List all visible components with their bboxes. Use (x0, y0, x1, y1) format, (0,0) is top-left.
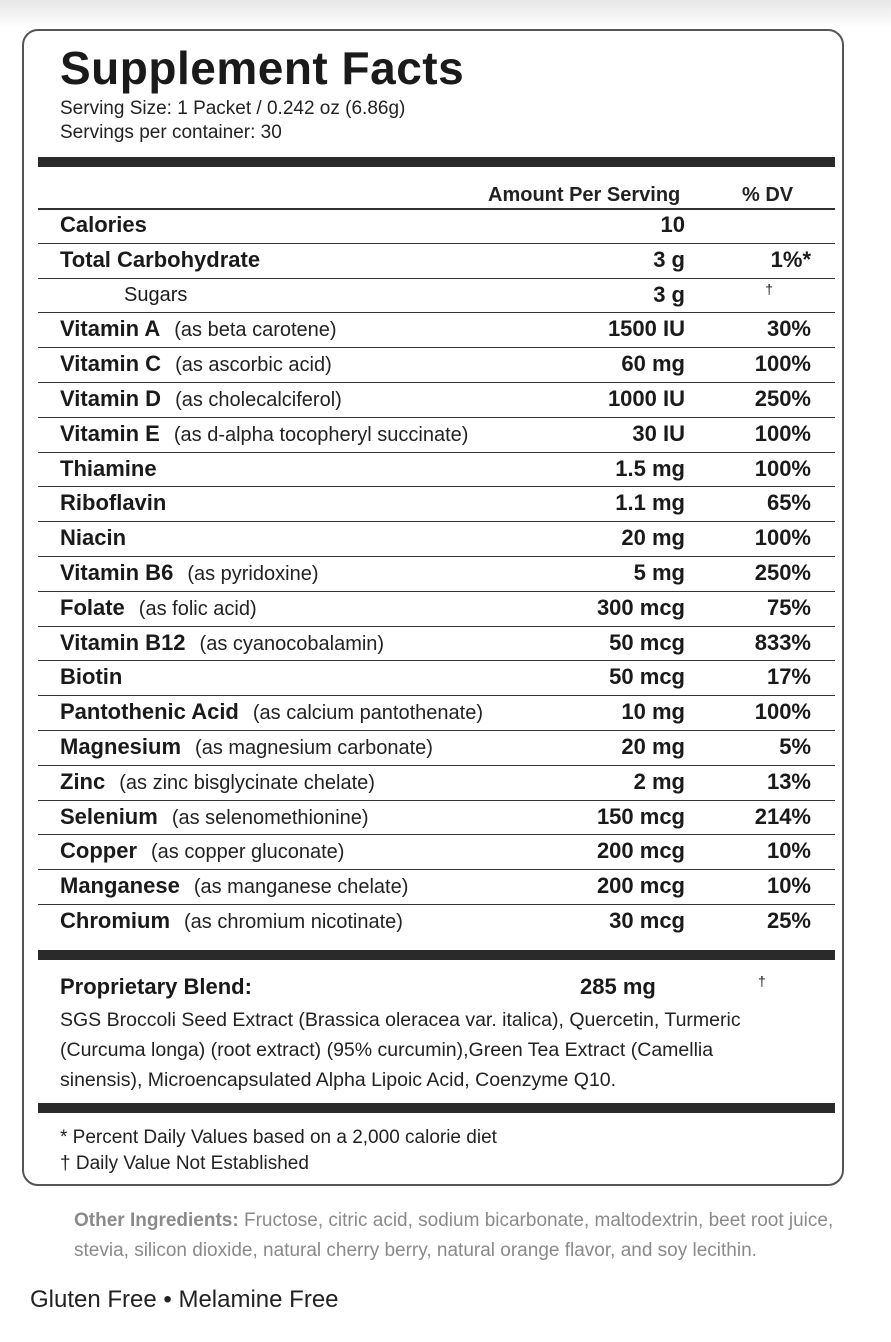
nutrient-name (60, 769, 375, 795)
nutrient-amount: 1000 IU (607, 385, 685, 411)
nutrient-dv: 100% (754, 525, 811, 551)
nutrient-name (60, 734, 433, 760)
nutrient-amount: 20 mg (621, 733, 685, 759)
nutrient-amount: 50 mcg (609, 629, 685, 655)
mid-thick-rule (38, 950, 835, 960)
nutrient-amount: 2 mg (633, 768, 685, 794)
nutrient-name-text: Pantothenic Acid (60, 699, 239, 725)
nutrient-name-text: Niacin (60, 525, 127, 551)
nutrient-source: (as calcium pantothenate) (252, 702, 484, 725)
nutrient-dv: 75% (766, 594, 811, 620)
nutrient-name-text: Vitamin C (60, 351, 162, 377)
nutrient-name-text: Sugars (124, 283, 188, 306)
servings-per-container: Servings per container: 30 (60, 122, 282, 143)
nutrient-row (38, 696, 835, 731)
nutrient-source: (as ascorbic acid) (175, 354, 332, 377)
footnote-not-established: † Daily Value Not Established (60, 1153, 309, 1174)
nutrient-row (38, 661, 835, 696)
nutrient-row (38, 905, 835, 940)
nutrient-dv: 25% (766, 907, 811, 933)
nutrient-amount: 10 (660, 212, 685, 237)
nutrient-amount: 1500 IU (607, 316, 685, 342)
nutrient-row (38, 835, 835, 870)
nutrient-name (60, 873, 408, 899)
nutrient-dv: 17% (766, 664, 811, 690)
nutrient-name-text: Vitamin A (60, 316, 161, 342)
nutrient-name-text: Manganese (60, 873, 180, 899)
nutrient-name-text: Biotin (60, 664, 123, 690)
nutrient-dv: 1%* (770, 246, 811, 272)
blend-dv: † (758, 973, 766, 989)
nutrient-dv: 30% (766, 316, 811, 342)
nutrient-dv: 250% (754, 559, 811, 585)
nutrient-dv: 13% (766, 768, 811, 794)
nutrient-name (60, 630, 384, 656)
nutrient-source: (as pyridoxine) (187, 562, 319, 585)
nutrient-name-text: Magnesium (60, 733, 182, 759)
serving-info (60, 97, 405, 145)
nutrient-source: (as cholecalciferol) (175, 388, 342, 411)
nutrient-source: (as manganese chelate) (193, 876, 409, 899)
nutrient-dv: 833% (754, 629, 811, 655)
nutrient-dv: † (765, 280, 773, 297)
nutrient-row (38, 592, 835, 627)
nutrient-amount: 60 mg (621, 351, 685, 377)
nutrient-amount: 150 mcg (596, 803, 685, 829)
nutrient-row (38, 766, 835, 801)
nutrient-source: (as d-alpha tocopheryl succinate) (173, 423, 469, 446)
nutrient-name (60, 595, 257, 621)
bottom-thick-rule (38, 1103, 835, 1113)
nutrient-name (60, 699, 483, 725)
nutrient-row (38, 279, 835, 314)
nutrient-source: (as folic acid) (138, 597, 257, 620)
nutrient-name-text: Zinc (60, 768, 106, 794)
footnote-daily-values: * Percent Daily Values based on a 2,000 calorie diet (60, 1127, 497, 1148)
nutrient-name-text: Riboflavin (60, 490, 167, 516)
blend-ingredients: SGS Broccoli Seed Extract (Brassica oleracea var. italica), Quercetin, Turmeric (Curcuma longa) (root extract) (95% curcumin),Green Tea Extract (Camellia sinensis), Microencapsulated Alpha Lipoic Acid, Coenzyme Q10. (60, 1009, 741, 1091)
nutrient-row (38, 348, 835, 383)
nutrient-source: (as beta carotene) (174, 319, 337, 342)
nutrient-dv: 5% (779, 733, 811, 759)
nutrient-row (38, 244, 835, 279)
nutrient-dv: 100% (754, 699, 811, 725)
nutrient-row (38, 801, 835, 836)
nutrient-row (38, 522, 835, 557)
nutrient-row (38, 627, 835, 662)
nutrient-source: (as zinc bisglycinate chelate) (119, 771, 375, 794)
nutrient-table (38, 209, 835, 940)
nutrient-name (60, 804, 369, 830)
other-ingredients-text: Fructose, citric acid, sodium bicarbonate, maltodextrin, beet root juice, stevia, silicon dioxide, natural cherry berry, natural orange flavor, and soy lecithin. (74, 1210, 834, 1261)
other-ingredients-label: Other Ingredients: (74, 1210, 239, 1231)
dv-column-header: % DV (742, 184, 794, 206)
nutrient-amount: 10 mg (621, 699, 685, 725)
nutrient-source: (as magnesium carbonate) (195, 736, 433, 759)
nutrient-amount: 1.5 mg (615, 455, 685, 481)
nutrient-amount: 20 mg (621, 525, 685, 551)
nutrient-name (124, 284, 187, 307)
blend-amount: 285 mg (580, 974, 656, 999)
top-thick-rule (38, 157, 835, 167)
nutrient-name (60, 490, 166, 516)
nutrient-name (60, 908, 403, 934)
nutrient-dv: 10% (766, 873, 811, 899)
nutrient-row (38, 731, 835, 766)
nutrient-name (60, 247, 260, 273)
nutrient-name (60, 560, 318, 586)
nutrient-name-text: Thiamine (60, 455, 157, 481)
nutrient-name (60, 212, 147, 238)
nutrient-row (38, 453, 835, 488)
nutrient-source: (as cyanocobalamin) (199, 632, 385, 655)
top-shadow (0, 0, 891, 28)
nutrient-name (60, 525, 126, 551)
nutrient-amount: 200 mcg (596, 838, 685, 864)
nutrient-row (38, 487, 835, 522)
nutrient-name-text: Calories (60, 212, 147, 237)
nutrient-dv: 100% (754, 351, 811, 377)
nutrient-name (60, 316, 337, 342)
nutrient-source: (as chromium nicotinate) (184, 910, 403, 933)
nutrient-name-text: Selenium (60, 803, 158, 829)
nutrient-amount: 5 mg (633, 559, 685, 585)
nutrient-source: (as selenomethionine) (171, 806, 369, 829)
footnotes (60, 1125, 497, 1177)
nutrient-amount: 300 mcg (596, 594, 685, 620)
nutrient-name (60, 351, 332, 377)
nutrient-amount: 30 IU (632, 420, 685, 446)
nutrient-name-text: Vitamin D (60, 385, 162, 411)
nutrient-row (38, 313, 835, 348)
nutrient-name (60, 838, 344, 864)
nutrient-row (38, 557, 835, 592)
nutrient-row (38, 383, 835, 418)
nutrient-amount: 1.1 mg (615, 490, 685, 516)
blend-name: Proprietary Blend: (60, 974, 252, 999)
nutrient-dv: 214% (754, 803, 811, 829)
nutrient-name-text: Vitamin B12 (60, 629, 186, 655)
other-ingredients (74, 1206, 874, 1266)
nutrient-amount: 30 mcg (609, 907, 685, 933)
nutrient-amount: 3 g (653, 246, 685, 272)
nutrient-name-text: Folate (60, 594, 125, 620)
nutrient-amount: 50 mcg (609, 664, 685, 690)
nutrient-dv: 250% (754, 385, 811, 411)
nutrient-amount: 200 mcg (596, 873, 685, 899)
nutrient-row (38, 209, 835, 244)
nutrient-name (60, 664, 122, 690)
supplement-facts-panel (22, 29, 844, 1186)
nutrient-name-text: Total Carbohydrate (60, 246, 261, 272)
nutrient-amount: 3 g (653, 281, 685, 307)
nutrient-dv: 100% (754, 420, 811, 446)
nutrient-dv: 65% (766, 490, 811, 516)
nutrient-name-text: Vitamin B6 (60, 559, 174, 585)
nutrient-name (60, 386, 342, 412)
amount-column-header: Amount Per Serving (488, 184, 681, 206)
nutrient-row (38, 870, 835, 905)
nutrient-name-text: Vitamin E (60, 420, 160, 446)
nutrient-name-text: Copper (60, 838, 137, 864)
nutrient-dv: 10% (766, 838, 811, 864)
free-from-claims: Gluten Free • Melamine Free (30, 1286, 339, 1313)
nutrient-dv: 100% (754, 455, 811, 481)
nutrient-name-text: Chromium (60, 907, 170, 933)
serving-size: Serving Size: 1 Packet / 0.242 oz (6.86g) (60, 98, 406, 119)
nutrient-source: (as copper gluconate) (151, 841, 345, 864)
panel-title: Supplement Facts (60, 42, 465, 94)
nutrient-row (38, 418, 835, 453)
nutrient-name (60, 456, 157, 482)
nutrient-name (60, 421, 468, 447)
